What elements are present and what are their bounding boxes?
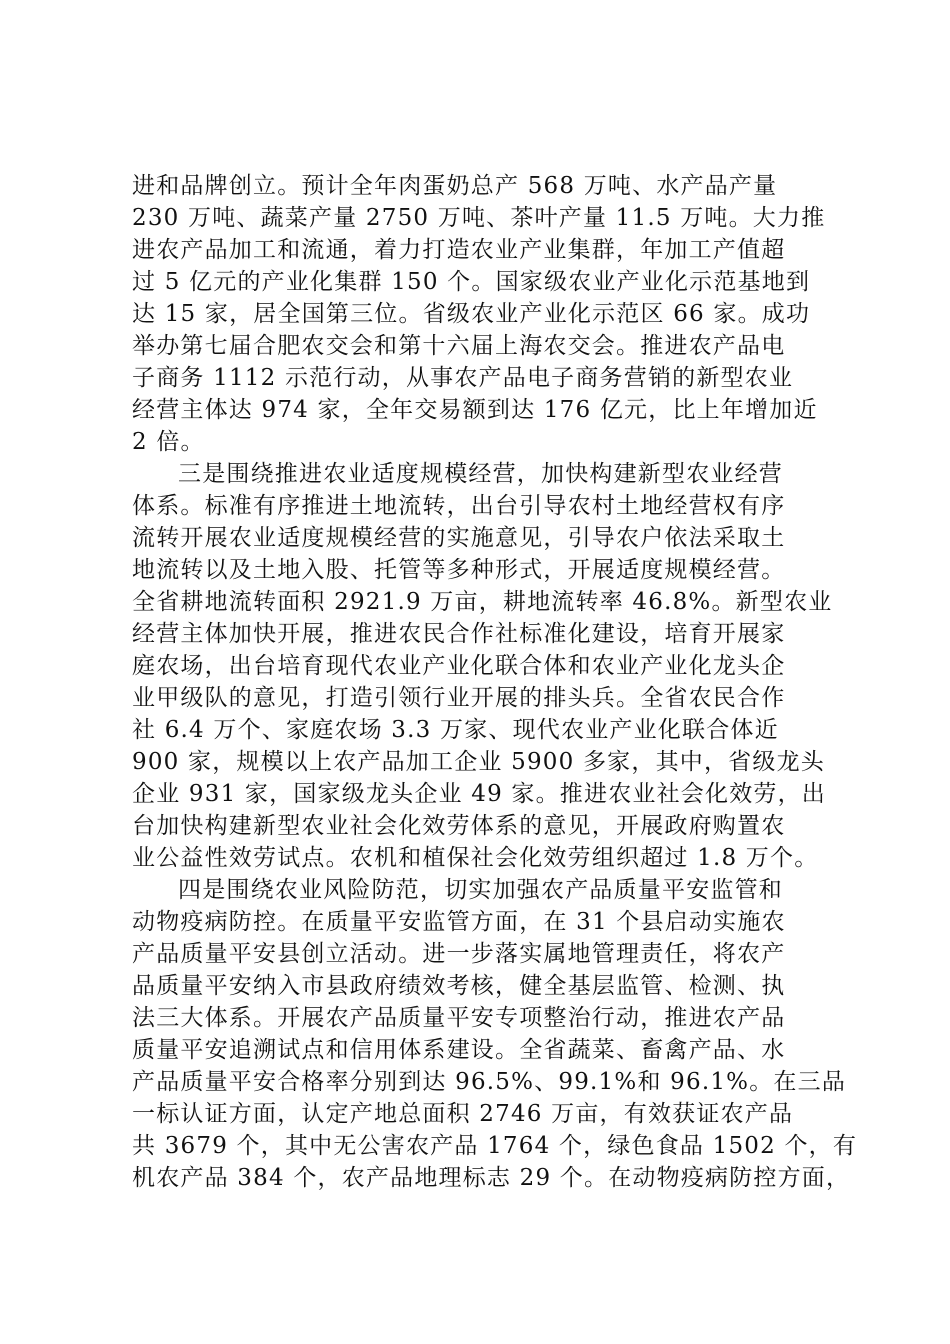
text-line: 品质量平安纳入市县政府绩效考核，健全基层监管、检测、执 [132,973,786,999]
text-line: 一标认证方面，认定产地总面积 2746 万亩，有效获证农产品 [132,1101,794,1127]
text-line-first: 四是围绕农业风险防范，切实加强农产品质量平安监管和 [178,877,783,903]
text-line: 举办第七届合肥农交会和第十六届上海农交会。推进农产品电 [132,333,786,359]
text-line: 230 万吨、蔬菜产量 2750 万吨、茶叶产量 11.5 万吨。大力推 [132,205,826,231]
text-line: 质量平安追溯试点和信用体系建设。全省蔬菜、畜禽产品、水 [132,1037,786,1063]
text-line: 机农产品 384 个，农产品地理标志 29 个。在动物疫病防控方面， [132,1165,851,1191]
paragraph-3 [132,874,858,1194]
text-line: 台加快构建新型农业社会化效劳体系的意见，开展政府购置农 [132,813,786,839]
text-line: 经营主体加快开展，推进农民合作社标准化建设，培育开展家 [132,621,786,647]
text-line: 进和品牌创立。预计全年肉蛋奶总产 568 万吨、水产品产量 [132,173,778,199]
text-line: 达 15 家，居全国第三位。省级农业产业化示范区 66 家。成功 [132,301,811,327]
text-line: 地流转以及土地入股、托管等多种形式，开展适度规模经营。 [132,557,786,583]
text-line: 900 家，规模以上农产品加工企业 5900 多家，其中，省级龙头 [132,749,825,775]
text-line: 共 3679 个，其中无公害农产品 1764 个，绿色食品 1502 个，有 [132,1133,858,1159]
paragraph-2 [132,458,832,874]
text-line: 动物疫病防控。在质量平安监管方面，在 31 个县启动实施农 [132,909,786,935]
text-line: 过 5 亿元的产业化集群 150 个。国家级农业产业化示范基地到 [132,269,811,295]
text-line: 法三大体系。开展农产品质量平安专项整治行动，推进农产品 [132,1005,786,1031]
paragraph-1 [132,170,832,458]
text-line: 流转开展农业适度规模经营的实施意见，引导农户依法采取土 [132,525,786,551]
text-line: 社 6.4 万个、家庭农场 3.3 万家、现代农业产业化联合体近 [132,717,779,743]
text-line: 业甲级队的意见，打造引领行业开展的排头兵。全省农民合作 [132,685,786,711]
text-line: 子商务 1112 示范行动，从事农产品电子商务营销的新型农业 [132,365,794,391]
text-line: 企业 931 家，国家级龙头企业 49 家。推进农业社会化效劳，出 [132,781,827,807]
text-line: 业公益性效劳试点。农机和植保社会化效劳组织超过 1.8 万个。 [132,845,819,871]
text-line: 2 倍。 [132,429,205,455]
text-line-first: 三是围绕推进农业适度规模经营，加快构建新型农业经营 [178,461,783,487]
text-line: 体系。标准有序推进土地流转，出台引导农村土地经营权有序 [132,493,786,519]
text-line: 经营主体达 974 家，全年交易额到达 176 亿元，比上年增加近 [132,397,818,423]
text-line: 产品质量平安合格率分别到达 96.5%、99.1%和 96.1%。在三品 [132,1069,847,1095]
text-line: 产品质量平安县创立活动。进一步落实属地管理责任，将农产 [132,941,786,967]
text-line: 全省耕地流转面积 2921.9 万亩，耕地流转率 46.8%。新型农业 [132,589,833,615]
text-line: 进农产品加工和流通，着力打造农业产业集群，年加工产值超 [132,237,786,263]
text-line: 庭农场，出台培育现代农业产业化联合体和农业产业化龙头企 [132,653,786,679]
